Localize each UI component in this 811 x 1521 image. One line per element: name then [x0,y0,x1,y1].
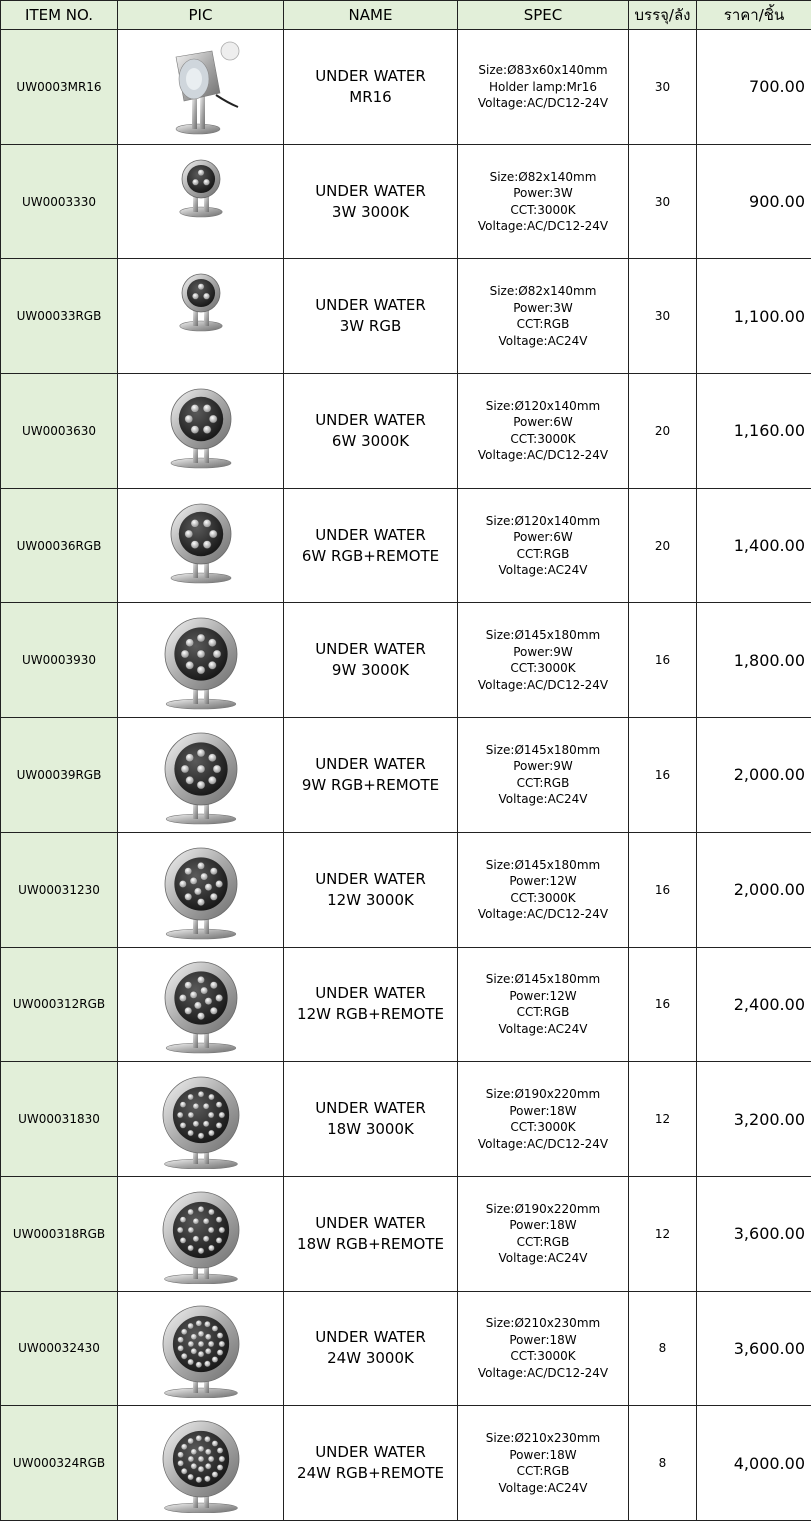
item-number: UW00036RGB [1,488,118,603]
table-row [1,259,811,374]
product-spec [458,832,629,947]
12-led-lamp-icon [118,840,283,940]
spec-line: Size:Ø145x180mm [458,627,628,644]
18-led-lamp-icon [118,1069,283,1169]
spec-line: Voltage:AC24V [458,1480,628,1497]
product-picture [118,1062,284,1177]
product-name-line-1: UNDER WATER [284,639,457,660]
spec-line: CCT:RGB [458,775,628,792]
header-pic: PIC [118,1,284,30]
product-name-line-2: 12W RGB+REMOTE [284,1004,457,1025]
header-price-per-piece: ราคา/ชิ้น [697,1,811,30]
product-spec [458,144,629,259]
item-number: UW000324RGB [1,1406,118,1521]
product-name-line-1: UNDER WATER [284,869,457,890]
product-name-line-2: 24W RGB+REMOTE [284,1463,457,1484]
spec-line: Size:Ø120x140mm [458,513,628,530]
spec-line: Voltage:AC24V [458,333,628,350]
product-name [284,947,458,1062]
item-number: UW0003630 [1,374,118,489]
product-picture [118,374,284,489]
product-picture [118,1291,284,1406]
9-led-lamp-icon [118,725,283,825]
product-name-line-2: 9W 3000K [284,660,457,681]
table-row [1,30,811,145]
product-name [284,488,458,603]
spec-line: Size:Ø145x180mm [458,857,628,874]
spec-line: CCT:3000K [458,431,628,448]
price-per-piece: 2,000.00 [697,718,811,833]
spec-line: Power:9W [458,758,628,775]
product-picture [118,144,284,259]
price-per-piece: 3,600.00 [697,1176,811,1291]
product-picture [118,259,284,374]
table-row [1,947,811,1062]
qty-per-box: 16 [629,832,697,947]
product-name [284,374,458,489]
product-name [284,1291,458,1406]
item-number: UW00033RGB [1,259,118,374]
qty-per-box: 20 [629,374,697,489]
product-name-line-2: 3W 3000K [284,202,457,223]
spec-line: CCT:3000K [458,660,628,677]
spec-line: Power:3W [458,300,628,317]
product-name-line-1: UNDER WATER [284,754,457,775]
qty-per-box: 12 [629,1176,697,1291]
spec-line: CCT:3000K [458,890,628,907]
spec-line: Size:Ø190x220mm [458,1201,628,1218]
qty-per-box: 20 [629,488,697,603]
product-spec [458,1176,629,1291]
product-spec [458,259,629,374]
product-name [284,603,458,718]
price-per-piece: 900.00 [697,144,811,259]
price-per-piece: 3,200.00 [697,1062,811,1177]
product-name-line-2: 12W 3000K [284,890,457,911]
table-row [1,144,811,259]
qty-per-box: 30 [629,259,697,374]
spec-line: Voltage:AC/DC12-24V [458,447,628,464]
qty-per-box: 12 [629,1062,697,1177]
product-picture [118,832,284,947]
qty-per-box: 8 [629,1406,697,1521]
product-name-line-1: UNDER WATER [284,1442,457,1463]
spec-line: Power:18W [458,1447,628,1464]
9-led-lamp-icon [118,610,283,710]
product-picture [118,488,284,603]
6-led-lamp-icon [118,496,283,596]
table-row [1,1176,811,1291]
item-number: UW000312RGB [1,947,118,1062]
product-picture [118,603,284,718]
spec-line: Voltage:AC/DC12-24V [458,95,628,112]
product-name-line-2: 3W RGB [284,316,457,337]
price-per-piece: 1,160.00 [697,374,811,489]
product-spec [458,488,629,603]
24-led-lamp-icon [118,1413,283,1513]
qty-per-box: 30 [629,144,697,259]
product-name-line-2: 18W RGB+REMOTE [284,1234,457,1255]
product-spec [458,1062,629,1177]
qty-per-box: 8 [629,1291,697,1406]
product-picture [118,30,284,145]
product-picture [118,1176,284,1291]
3-led-lamp-icon [118,266,283,366]
price-per-piece: 2,000.00 [697,832,811,947]
header-qty-per-box: บรรจุ/ลัง [629,1,697,30]
12-led-lamp-icon [118,954,283,1054]
spec-line: Voltage:AC24V [458,1021,628,1038]
header-spec: SPEC [458,1,629,30]
header-name: NAME [284,1,458,30]
mr16-lamp-icon [118,37,283,137]
price-per-piece: 1,100.00 [697,259,811,374]
product-name-line-1: UNDER WATER [284,66,457,87]
product-name-line-1: UNDER WATER [284,181,457,202]
3-led-lamp-icon [118,152,283,252]
spec-line: Holder lamp:Mr16 [458,79,628,96]
price-per-piece: 700.00 [697,30,811,145]
spec-line: Voltage:AC/DC12-24V [458,677,628,694]
product-name [284,1406,458,1521]
spec-line: Voltage:AC24V [458,791,628,808]
spec-line: CCT:RGB [458,1234,628,1251]
qty-per-box: 16 [629,603,697,718]
spec-line: Power:18W [458,1332,628,1349]
product-spec [458,30,629,145]
qty-per-box: 16 [629,718,697,833]
spec-line: Power:6W [458,529,628,546]
product-spec [458,374,629,489]
spec-line: CCT:3000K [458,1348,628,1365]
product-name-line-1: UNDER WATER [284,1098,457,1119]
spec-line: Power:9W [458,644,628,661]
table-row [1,718,811,833]
spec-line: Voltage:AC/DC12-24V [458,1136,628,1153]
product-spec [458,1406,629,1521]
spec-line: CCT:RGB [458,316,628,333]
spec-line: Size:Ø82x140mm [458,283,628,300]
spec-line: Voltage:AC/DC12-24V [458,1365,628,1382]
spec-line: CCT:RGB [458,546,628,563]
product-name-line-1: UNDER WATER [284,295,457,316]
table-row [1,1062,811,1177]
table-row [1,603,811,718]
header-row [1,1,811,30]
product-name-line-2: 6W 3000K [284,431,457,452]
item-number: UW00039RGB [1,718,118,833]
product-name-line-2: 24W 3000K [284,1348,457,1369]
spec-line: CCT:RGB [458,1463,628,1480]
item-number: UW00032430 [1,1291,118,1406]
spec-line: Size:Ø190x220mm [458,1086,628,1103]
product-name-line-2: MR16 [284,87,457,108]
spec-line: Power:3W [458,185,628,202]
product-name [284,144,458,259]
item-number: UW000318RGB [1,1176,118,1291]
product-name [284,1176,458,1291]
spec-line: Power:6W [458,414,628,431]
product-name [284,718,458,833]
product-name-line-2: 9W RGB+REMOTE [284,775,457,796]
product-name-line-1: UNDER WATER [284,410,457,431]
qty-per-box: 16 [629,947,697,1062]
product-name-line-2: 18W 3000K [284,1119,457,1140]
18-led-lamp-icon [118,1184,283,1284]
product-picture [118,947,284,1062]
header-item-no: ITEM NO. [1,1,118,30]
product-name [284,1062,458,1177]
spec-line: Voltage:AC/DC12-24V [458,906,628,923]
spec-line: Size:Ø210x230mm [458,1315,628,1332]
spec-line: Size:Ø145x180mm [458,742,628,759]
product-picture [118,718,284,833]
price-per-piece: 4,000.00 [697,1406,811,1521]
table-row [1,832,811,947]
product-name-line-1: UNDER WATER [284,1327,457,1348]
price-per-piece: 2,400.00 [697,947,811,1062]
item-number: UW00031830 [1,1062,118,1177]
spec-line: Voltage:AC24V [458,562,628,579]
qty-per-box: 30 [629,30,697,145]
table-row [1,1291,811,1406]
spec-line: Size:Ø210x230mm [458,1430,628,1447]
spec-line: Power:18W [458,1103,628,1120]
product-name-line-1: UNDER WATER [284,983,457,1004]
table-row [1,374,811,489]
product-name [284,30,458,145]
product-spec [458,603,629,718]
spec-line: CCT:RGB [458,1004,628,1021]
product-name [284,259,458,374]
product-name [284,832,458,947]
table-row [1,1406,811,1521]
product-picture [118,1406,284,1521]
spec-line: Size:Ø83x60x140mm [458,62,628,79]
6-led-lamp-icon [118,381,283,481]
spec-line: CCT:3000K [458,1119,628,1136]
spec-line: Power:12W [458,873,628,890]
spec-line: Power:18W [458,1217,628,1234]
product-spec [458,718,629,833]
price-per-piece: 1,800.00 [697,603,811,718]
spec-line: Voltage:AC/DC12-24V [458,218,628,235]
item-number: UW0003930 [1,603,118,718]
table-row [1,488,811,603]
item-number: UW00031230 [1,832,118,947]
spec-line: Size:Ø120x140mm [458,398,628,415]
spec-line: Voltage:AC24V [458,1250,628,1267]
price-per-piece: 3,600.00 [697,1291,811,1406]
price-per-piece: 1,400.00 [697,488,811,603]
spec-line: Size:Ø82x140mm [458,169,628,186]
spec-line: Power:12W [458,988,628,1005]
product-name-line-1: UNDER WATER [284,525,457,546]
spec-line: Size:Ø145x180mm [458,971,628,988]
item-number: UW0003MR16 [1,30,118,145]
product-spec [458,1291,629,1406]
product-spec [458,947,629,1062]
product-name-line-2: 6W RGB+REMOTE [284,546,457,567]
spec-line: CCT:3000K [458,202,628,219]
product-name-line-1: UNDER WATER [284,1213,457,1234]
table-body [1,30,811,1521]
24-led-lamp-icon [118,1298,283,1398]
item-number: UW0003330 [1,144,118,259]
